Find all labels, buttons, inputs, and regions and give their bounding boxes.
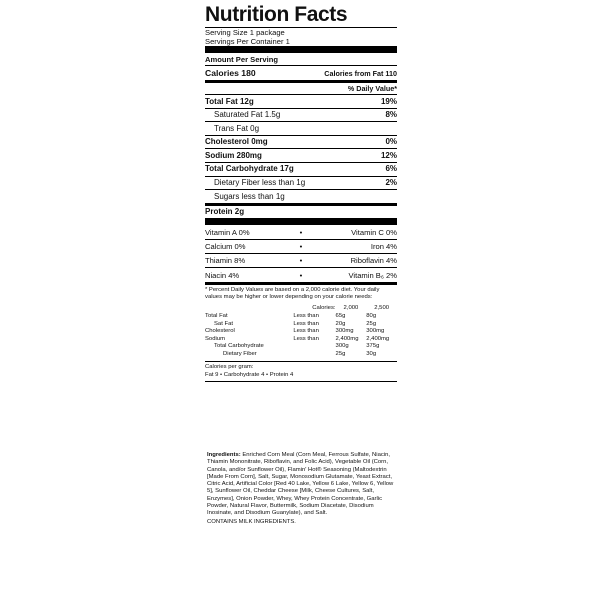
daily-values-table — [205, 305, 397, 358]
table-cell: 2,400mg — [335, 335, 359, 342]
calories-from-fat: Calories from Fat 110 — [324, 68, 397, 78]
table-cell: 25g — [366, 320, 377, 327]
servings-per-container: Servings Per Container 1 — [205, 37, 290, 46]
nutrient-row — [205, 136, 397, 149]
nutrient-name: Total Carbohydrate 17g — [205, 164, 294, 174]
table-cell: 300mg — [335, 328, 354, 335]
vitamin-row — [205, 254, 397, 267]
table-row — [205, 351, 397, 359]
footnote-text: * Percent Daily Values are based on a 2,000 calorie diet. Your daily values may be higher or lower depending on your calorie needs: — [205, 286, 380, 301]
divider-thick-2 — [205, 218, 397, 225]
nutrient-row — [205, 95, 397, 108]
table-cell: 300mg — [366, 328, 385, 335]
table-cell: 65g — [335, 313, 346, 320]
table-cell: 20g — [335, 320, 346, 327]
nutrient-row — [205, 163, 397, 176]
table-cell: 2,400mg — [366, 335, 390, 342]
table-cell: Less than — [293, 320, 319, 327]
nutrient-name: Trans Fat 0g — [214, 123, 260, 133]
nutrient-dv: 19% — [380, 96, 397, 106]
divider-thick-1 — [205, 46, 397, 53]
nutrient-dv: 8% — [385, 110, 397, 120]
nutrient-name: Cholesterol 0mg — [205, 137, 268, 147]
vitamin-left: Thiamin 8% — [205, 256, 246, 266]
bullet-dot: • — [299, 241, 303, 251]
nutrient-name: Dietary Fiber less than 1g — [214, 178, 306, 188]
nutrient-name: Sugars less than 1g — [214, 191, 285, 201]
table-row — [205, 336, 397, 344]
nutrient-dv: 0% — [385, 137, 397, 147]
table-cell — [293, 343, 335, 351]
nutrition-facts-panel — [205, 0, 397, 382]
vitamin-right: Iron 4% — [370, 241, 397, 251]
ingredients-heading: Ingredients: — [207, 452, 241, 458]
calories-per-gram-label: Calories per gram: — [205, 364, 254, 371]
table-cell: Total Carbohydrate — [214, 343, 264, 350]
header-cell: Calories: — [312, 305, 336, 312]
calories-row — [205, 66, 397, 80]
footnote — [205, 285, 397, 303]
table-cell: Sat Fat — [214, 320, 233, 327]
vitamin-row — [205, 268, 397, 281]
table-cell: 30g — [366, 350, 377, 357]
protein-label: Protein 2g — [205, 207, 245, 217]
table-cell — [293, 351, 335, 359]
protein-row — [205, 206, 397, 219]
ingredients-block — [207, 452, 397, 526]
nutrient-dv: 12% — [380, 150, 397, 160]
nutrient-name: Total Fat 12g — [205, 96, 254, 106]
nutrient-name: Sodium 280mg — [205, 150, 262, 160]
vitamin-right: Vitamin C 0% — [351, 227, 397, 237]
vitamin-right: Riboflavin 4% — [350, 256, 397, 266]
table-row — [205, 320, 397, 328]
nutrient-row — [205, 122, 397, 135]
calories-per-gram-values: Fat 9 • Carbohydrate 4 • Protein 4 — [205, 371, 294, 378]
ingredients-text: Enriched Corn Meal (Corn Meal, Ferrous Sulfate, Niacin, Thiamin Mononitrate, Riboflavin, and Folic Acid), Vegetable Oil (Corn, Canola, and/or Sunflower Oil), Flamin' Hot® Seasoning (Maltodextrin [Made From Corn], Salt, Sugar, Monosodium Glutamate, Yeast Extract, Citric Acid, Artificial Color [Red 40 Lake, Yellow 6 Lake, Yellow 6, Yellow 5], Sunflower Oil, Cheddar Cheese [Milk, Cheese Cultures, Salt, Enzymes], Onion Powder, Whey, Whey Protein Concentrate, Garlic Powder, Natural Flavor, Buttermilk, Sodium Diacetate, Disodium Inosinate, and Disodium Guanylate), and Salt. — [207, 452, 394, 517]
nutrient-dv: 2% — [385, 178, 397, 188]
allergen-statement: CONTAINS MILK INGREDIENTS. — [207, 518, 296, 525]
daily-value-header: % Daily Value* — [347, 84, 397, 93]
nutrient-row — [205, 109, 397, 122]
table-cell: 300g — [335, 343, 349, 350]
table-row — [205, 343, 397, 351]
bullet-dot: • — [299, 270, 303, 280]
table-cell: 25g — [335, 350, 346, 357]
table-header-row — [205, 305, 397, 313]
amount-per-serving: Amount Per Serving — [205, 54, 278, 64]
nutrient-row — [205, 177, 397, 190]
panel-title: Nutrition Facts — [205, 3, 348, 26]
bullet-dot: • — [299, 227, 303, 237]
vitamin-row — [205, 225, 397, 238]
nutrient-row — [205, 149, 397, 162]
table-cell: Less than — [293, 335, 319, 342]
vitamin-left: Vitamin A 0% — [205, 227, 250, 237]
calories-per-gram — [205, 362, 397, 381]
header-cell — [205, 305, 293, 313]
vitamin-left: Calcium 0% — [205, 241, 246, 251]
table-row — [205, 313, 397, 321]
table-cell: Total Fat — [205, 313, 228, 320]
table-row — [205, 328, 397, 336]
divider-panel-bottom — [205, 381, 397, 382]
vitamin-row — [205, 240, 397, 253]
serving-size: Serving Size 1 package — [205, 28, 285, 37]
table-cell: 375g — [366, 343, 380, 350]
nutrient-dv: 6% — [385, 164, 397, 174]
bullet-dot: • — [299, 256, 303, 266]
header-cell: 2,500 — [374, 305, 389, 312]
nutrient-row — [205, 190, 397, 203]
header-cell: 2,000 — [343, 305, 359, 312]
vitamin-left: Niacin 4% — [205, 270, 240, 280]
table-cell: 80g — [366, 313, 377, 320]
table-cell: Less than — [293, 313, 319, 320]
vitamin-right: Vitamin B₆ 2% — [348, 270, 397, 280]
table-cell: Sodium — [205, 335, 225, 342]
table-cell: Dietary Fiber — [223, 350, 257, 357]
table-cell: Cholesterol — [205, 328, 235, 335]
nutrient-name: Saturated Fat 1.5g — [214, 110, 281, 120]
table-cell: Less than — [293, 328, 319, 335]
calories-label: Calories 180 — [205, 67, 256, 78]
